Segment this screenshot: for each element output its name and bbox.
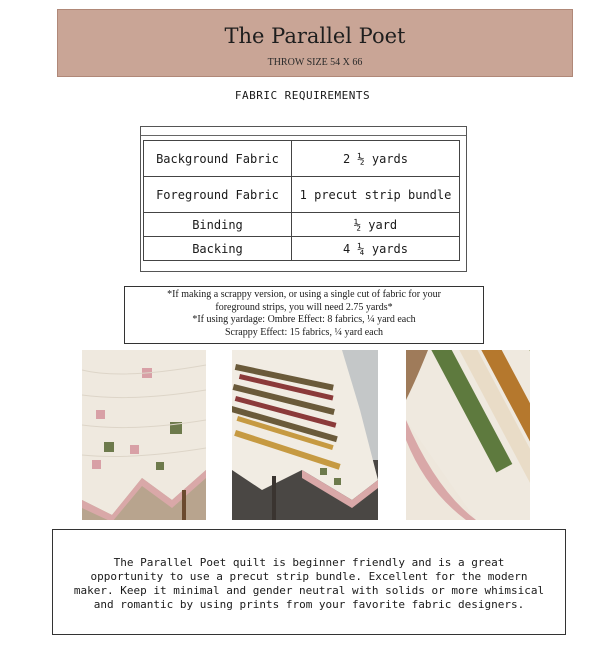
- yardage-notes: [124, 286, 484, 344]
- fabric-item: Binding: [144, 213, 292, 237]
- fabric-amount: 2 ½ yards: [292, 141, 460, 177]
- pattern-description-box: [52, 529, 566, 635]
- fabric-item: Foreground Fabric: [144, 177, 292, 213]
- divider: [141, 135, 466, 136]
- fabric-requirements-table: [143, 140, 460, 261]
- pattern-title: The Parallel Poet: [224, 24, 406, 48]
- quilt-photo-draped-chair: [82, 350, 206, 520]
- table-row: [144, 237, 460, 261]
- title-banner: [57, 9, 573, 77]
- note-line: Scrappy Effect: 15 fabrics, ¼ yard each: [224, 326, 384, 338]
- table-row: [144, 141, 460, 177]
- table-row: [144, 177, 460, 213]
- note-line: foreground strips, you will need 2.75 yards*: [215, 301, 393, 313]
- pattern-description: The Parallel Poet quilt is beginner friendly and is a great opportunity to use a precut strip bundle. Excellent for the modern maker. Keep it minimal and gender neutral with solids or more whimsical and romantic by using prints from your favorite fabric designers.: [73, 556, 545, 611]
- fabric-amount: 1 precut strip bundle: [292, 177, 460, 213]
- note-line: *If making a scrappy version, or using a single cut of fabric for your: [167, 289, 441, 300]
- fabric-amount: 4 ¼ yards: [292, 237, 460, 261]
- quilt-photo-folded-stool: [232, 350, 378, 520]
- fabric-item: Backing: [144, 237, 292, 261]
- note-line: *If using yardage: Ombre Effect: 8 fabrics, ¼ yard each: [192, 314, 416, 325]
- fabric-requirements-heading: FABRIC REQUIREMENTS: [234, 89, 371, 102]
- quilt-photo-closeup-strips: [406, 350, 530, 520]
- fabric-amount: ½ yard: [292, 213, 460, 237]
- throw-size-label: THROW SIZE 54 X 66: [267, 57, 363, 68]
- table-row: [144, 213, 460, 237]
- fabric-requirements-box: [140, 126, 467, 272]
- fabric-item: Background Fabric: [144, 141, 292, 177]
